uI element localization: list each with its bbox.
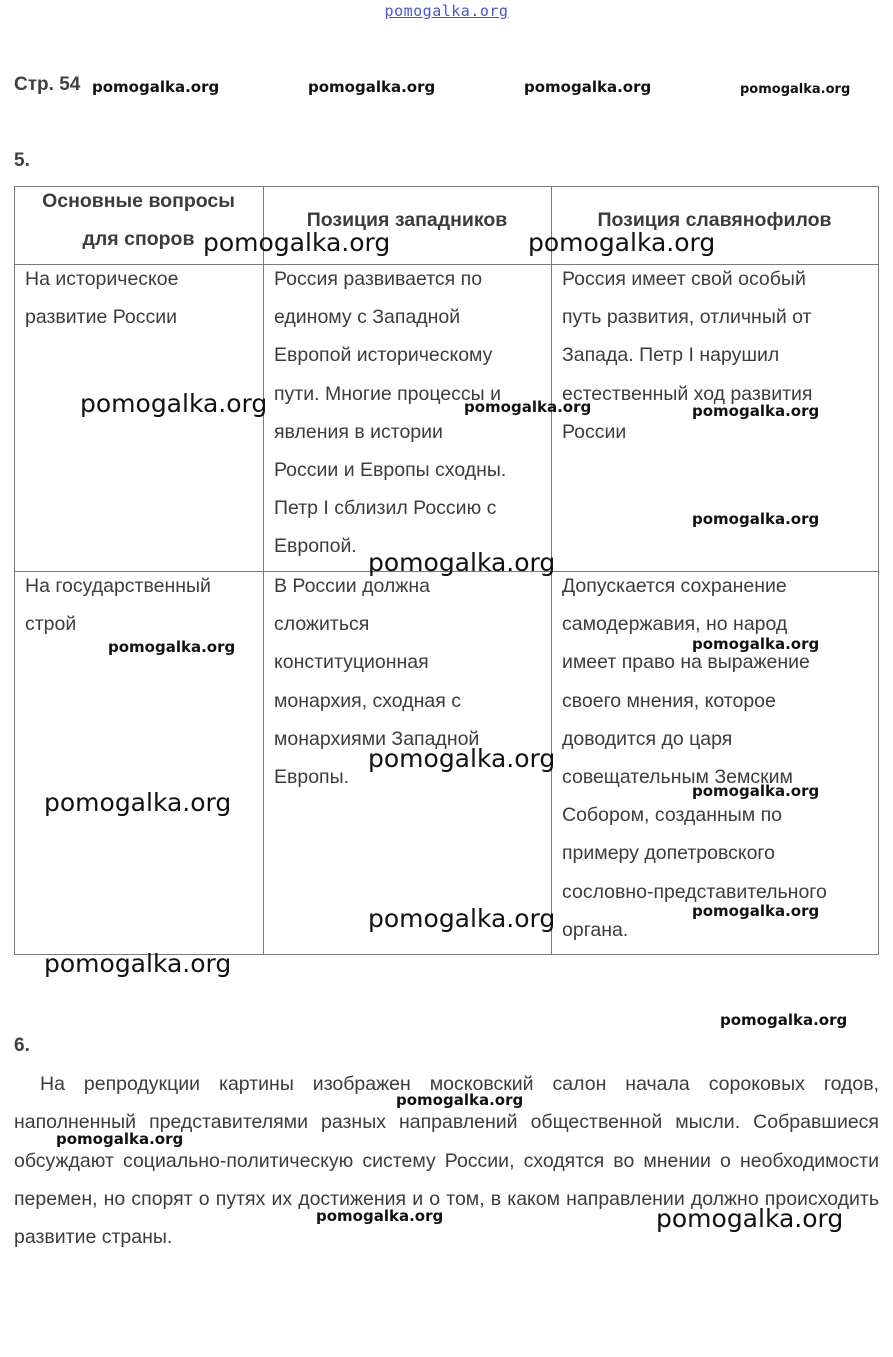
column-header-westerners: Позиция западников (306, 209, 508, 231)
watermark: pomogalka.org (464, 398, 592, 416)
watermark: pomogalka.org (308, 78, 436, 96)
watermark: pomogalka.org (656, 1204, 844, 1233)
watermark: pomogalka.org (692, 510, 820, 528)
site-link[interactable]: pomogalka.org (384, 2, 509, 20)
watermark: pomogalka.org (720, 1011, 848, 1029)
row-2-westerners: В России должна сложиться конституционная монархия, сходная с монархиями Западной Европы. (274, 575, 480, 789)
watermark: pomogalka.org (692, 402, 820, 420)
watermark: pomogalka.org (368, 744, 556, 773)
row-1-slavophiles: Россия имеет свой особый путь развития, отличный от Запада. Петр I нарушил естественный ход развития России (562, 268, 813, 443)
table-col-divider (263, 186, 264, 955)
row-2-slavophiles: Допускается сохранение самодержавия, но народ имеет право на выражение своего мнения, которое доводится до царя совещательным Земским Собором, созданным по примеру допетровского сословно-представительного органа. (562, 575, 827, 941)
watermark: pomogalka.org (203, 228, 391, 257)
task-6-paragraph: На репродукции картины изображен московский салон начала сороковых годов, наполненный представителями разных направлений общественной мысли. Собравшиеся обсуждают социально-политическую систему России, сходятся во мнении о необходимости перемен, но спорят о путях их достижения и о том, в каком направлении должно происходить развитие страны. (14, 1073, 879, 1249)
watermark: pomogalka.org (44, 949, 232, 978)
watermark: pomogalka.org (692, 902, 820, 920)
watermark: pomogalka.org (692, 782, 820, 800)
watermark: pomogalka.org (44, 788, 232, 817)
watermark: pomogalka.org (524, 78, 652, 96)
watermark: pomogalka.org (368, 548, 556, 577)
watermark: pomogalka.org (56, 1130, 184, 1148)
row-1-question: На историческое развитие России (25, 268, 179, 329)
watermark: pomogalka.org (108, 638, 236, 656)
table-border-left (14, 186, 15, 955)
watermark: pomogalka.org (740, 82, 851, 97)
watermark: pomogalka.org (92, 78, 220, 96)
watermark: pomogalka.org (528, 228, 716, 257)
column-header-slavophiles: Позиция славянофилов (597, 209, 832, 231)
table-border-right (878, 186, 879, 955)
watermark: pomogalka.org (692, 635, 820, 653)
column-header-questions: Основные вопросы для споров (42, 190, 235, 250)
watermark: pomogalka.org (80, 389, 268, 418)
task-5-number: 5. (14, 150, 30, 171)
watermark: pomogalka.org (316, 1207, 444, 1225)
watermark: pomogalka.org (396, 1091, 524, 1109)
watermark: pomogalka.org (368, 904, 556, 933)
row-2-question: На государственный строй (25, 575, 211, 636)
row-1-westerners: Россия развивается по единому с Западной Европой историческому пути. Многие процессы и явления в истории России и Европы сходны. Петр I сблизил Россию с Европой. (274, 268, 507, 558)
page-label: Стр. 54 (14, 74, 81, 95)
task-6-number: 6. (14, 1035, 30, 1056)
